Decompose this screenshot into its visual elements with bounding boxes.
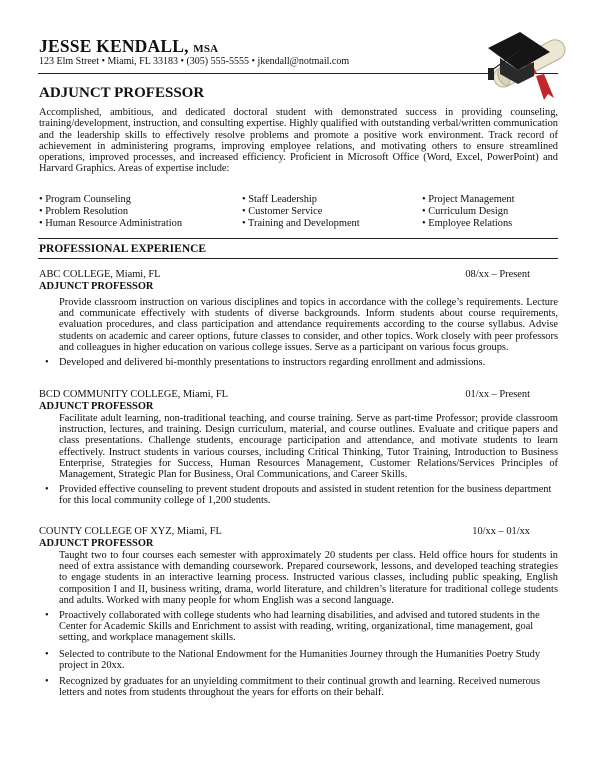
job-description: Facilitate adult learning, non-traditional teaching, and course training. Serve as part-time Professor; provide classroom instruction, lectures, and training. Design curriculum, material, and course outlines. Evaluate and critique papers and class presentations. Challenge students, encourage participation and attendance, and motivate students to learn effectively. Instruct students in various courses, including Critical Thinking, Tutor Training, Introduction to Business Enterprise, Strategies for Success, Human Resources Management, Customer Relations/Services Principles of Management, Strategic Plan for Business, Oral Communications, and Career Skills. <box>59 413 558 481</box>
section-divider-top <box>38 238 558 239</box>
job-description: Taught two to four courses each semester with approximately 20 students per class. Held office hours for students in need of extra assistance with demanding coursework. Prepared coursework, lessons, and developed teaching strategies to engage students in an interactive learning process. Instructed various classes, including public speaking, English composition I and II, business writing, drama, world literature, and children’s literature for traditional college students and adults. Worked with many people for whom English was a second language. <box>59 550 558 606</box>
expertise-item: • Employee Relations <box>422 218 513 229</box>
expertise-item: • Human Resource Administration <box>39 218 183 229</box>
employer-name: BCD COMMUNITY COLLEGE, Miami, FL <box>39 389 228 400</box>
expertise-item: • Curriculum Design <box>422 206 509 217</box>
achievement-list <box>39 357 558 368</box>
achievement-list <box>39 610 558 698</box>
achievement-item: • Proactively collaborated with college students who had learning disabilities, and advised and tutored students in the Center for Academic Skills and Enrichment to assist with reading, writing, organizational, time management, goal setting, and workplace management skills. <box>45 610 540 644</box>
graduation-cap-diploma-icon <box>478 18 578 108</box>
job-role: ADJUNCT PROFESSOR <box>39 401 154 412</box>
employer-name: COUNTY COLLEGE OF XYZ, Miami, FL <box>39 526 222 537</box>
expertise-item: • Program Counseling <box>39 194 131 205</box>
job-entry <box>39 526 558 703</box>
achievement-item: • Recognized by graduates for an unyielding commitment to their continual growth and learning. Received numerous letters and notes from students throughout the years for efforts on their behalf. <box>45 676 541 699</box>
achievement-item: • Selected to contribute to the National Endowment for the Humanities Journey through the Humanities Poetry Study project in 20xx. <box>45 648 541 671</box>
contact-line: 123 Elm Street • Miami, FL 33183 • (305) 555-5555 • jkendall@notmail.com <box>39 56 350 67</box>
achievement-list <box>39 484 558 506</box>
experience-section-heading: PROFESSIONAL EXPERIENCE <box>39 243 207 255</box>
expertise-item: • Project Management <box>422 194 515 205</box>
job-role: ADJUNCT PROFESSOR <box>39 538 154 549</box>
job-entry <box>39 269 558 373</box>
expertise-column-3 <box>422 194 515 230</box>
expertise-item: • Customer Service <box>242 206 323 217</box>
credential-text: MSA <box>193 43 219 55</box>
job-title-heading: ADJUNCT PROFESSOR <box>39 85 205 101</box>
professional-summary: Accomplished, ambitious, and dedicated doctoral student with demonstrated success in providing counseling, training/development, instruction, and consulting expertise. Highly qualified with outstanding verbal/written communication and the leadership skills to effectively resolve problems and promote a positive work environment. Track record of achievement in administering programs, improving employee relations, and motivating others to ensure streamlined operations, improved processes, and increased efficiency. Proficient in Microsoft Office (Word, Excel, PowerPoint) and Harvard Graphics. Areas of expertise include: <box>39 107 558 175</box>
achievement-item: • Developed and delivered bi-monthly presentations to instructors regarding enrollment and admissions. <box>45 357 486 369</box>
name-text: JESSE KENDALL, <box>39 36 189 56</box>
job-description: Provide classroom instruction on various disciplines and topics in accordance with the college’s requirements. Lecture and communicate effectively with students of diverse backgrounds. Inform students about course requirements, evaluation procedures, and class participation and attendance requirements according to the course syllabus. Advise students on academic and career options, future classes to consider, and other topics. Work closely with peer professors and colleagues in higher education on various college issues. Serve as a participant on various focus groups. <box>59 297 558 353</box>
job-role: ADJUNCT PROFESSOR <box>39 281 154 292</box>
expertise-column-1 <box>39 194 182 230</box>
employment-dates: 01/xx – Present <box>465 389 530 400</box>
employment-dates: 08/xx – Present <box>465 269 530 280</box>
expertise-item: • Staff Leadership <box>242 194 318 205</box>
achievement-item: • Provided effective counseling to prevent student dropouts and assisted in student retention for the business department for this local community college of 1,200 students. <box>45 484 552 507</box>
candidate-name <box>39 36 218 57</box>
employment-dates: 10/xx – 01/xx <box>472 526 530 537</box>
expertise-item: • Training and Development <box>242 218 360 229</box>
section-divider-bottom <box>38 258 558 259</box>
expertise-column-2 <box>242 194 360 230</box>
expertise-item: • Problem Resolution <box>39 206 129 217</box>
job-entry <box>39 389 558 512</box>
employer-name: ABC COLLEGE, Miami, FL <box>39 269 161 280</box>
